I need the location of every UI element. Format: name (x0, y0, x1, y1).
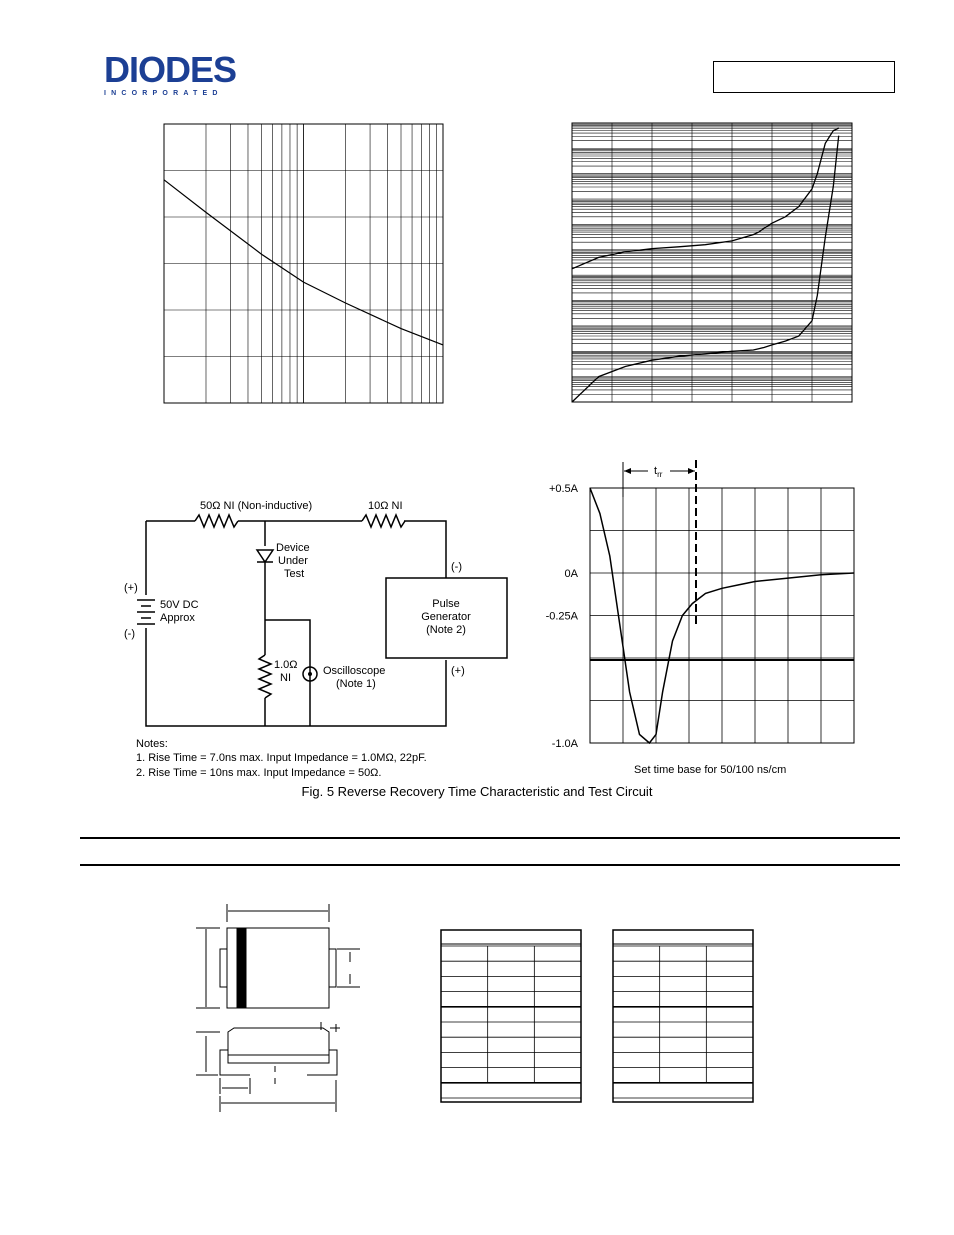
battery-label-1: 50V DC (160, 599, 199, 611)
package-side-body (228, 1028, 329, 1063)
battery-plus: (+) (124, 582, 138, 594)
dimension-table-left (438, 926, 586, 1106)
chart-1 (160, 120, 450, 410)
r3-label-1: 1.0Ω (274, 659, 298, 671)
dimension-table-right (610, 926, 758, 1106)
trr-label: $t_{rr}$ (654, 465, 663, 479)
section-rule-bottom (80, 864, 900, 866)
r3-label-2: NI (280, 672, 291, 684)
notes-title: Notes: (136, 738, 168, 750)
trr-arrowhead-left (624, 468, 631, 474)
resistor-r3 (259, 655, 271, 698)
dimension-table-left-grid (441, 930, 581, 1102)
pulse-label-3: (Note 2) (426, 624, 466, 636)
note-2: 2. Rise Time = 10ns max. Input Impedance = 50Ω. (136, 767, 382, 779)
note-1: 1. Rise Time = 7.0ns max. Input Impedance = 1.0MΩ, 22pF. (136, 752, 427, 764)
dim-lead-thickness (321, 1022, 340, 1032)
dut-label-2: Under (278, 555, 308, 567)
test-circuit (110, 490, 530, 790)
package-lead-right (329, 949, 336, 987)
battery-minus: (-) (124, 628, 135, 640)
figure-5-caption: Fig. 5 Reverse Recovery Time Characteristic and Test Circuit (301, 784, 653, 799)
pulse-plus: (+) (451, 665, 465, 677)
dim-foot-length (220, 1078, 250, 1094)
logo-subtext: INCORPORATED (104, 90, 223, 97)
resistor-r2 (362, 515, 405, 527)
dut-label-1: Device (276, 542, 310, 554)
battery-label-2: Approx (160, 612, 195, 624)
chart-1-grid (164, 124, 443, 403)
section-rule-top (80, 837, 900, 839)
chart-3-ytick-label: 0A (564, 568, 578, 580)
scope-label-2: (Note 1) (336, 678, 376, 690)
chart-3-grid (590, 488, 854, 743)
package-lead-left (220, 949, 227, 987)
battery (137, 600, 155, 624)
part-number-box (713, 61, 895, 93)
table-frame (613, 930, 753, 1102)
scope-label-1: Oscilloscope (323, 665, 386, 677)
dut-label-3: Test (284, 568, 305, 580)
chart-3-ytick-label: -0.25A (545, 610, 578, 623)
pulse-label-1: Pulse (432, 598, 460, 610)
chart-3-ytick-label: -1.0A (551, 738, 578, 750)
dim-side-height (196, 1032, 220, 1075)
dim-top-width (227, 904, 329, 922)
company-logo (104, 49, 270, 98)
table-frame (441, 930, 581, 1102)
dimension-table-right-grid (613, 930, 753, 1102)
dim-left-height (196, 928, 220, 1008)
logo-text: DIODES (104, 49, 237, 90)
dim-overall-length (220, 1080, 336, 1112)
r1-label: 50Ω NI (Non-inductive) (200, 500, 313, 512)
dim-lead-height (337, 949, 360, 987)
package-outline-drawing (190, 900, 360, 1120)
timebase-label: Set time base for 50/100 ns/cm (634, 764, 787, 776)
pulse-minus: (-) (451, 561, 462, 573)
pulse-label-2: Generator (421, 611, 471, 623)
chart-2-frame (572, 123, 852, 402)
diode-symbol (257, 550, 273, 562)
trr-arrowhead-right (688, 468, 695, 474)
chart-3-tick-labels (546, 483, 579, 750)
resistor-r1 (195, 515, 238, 527)
chart-2 (568, 120, 858, 410)
chart-3 (530, 455, 865, 785)
r2-label: 10Ω NI (368, 500, 403, 512)
chart-2-grid (572, 123, 852, 402)
package-cathode-band (237, 928, 246, 1008)
chart-3-ytick-label: +0.5A (548, 483, 578, 495)
